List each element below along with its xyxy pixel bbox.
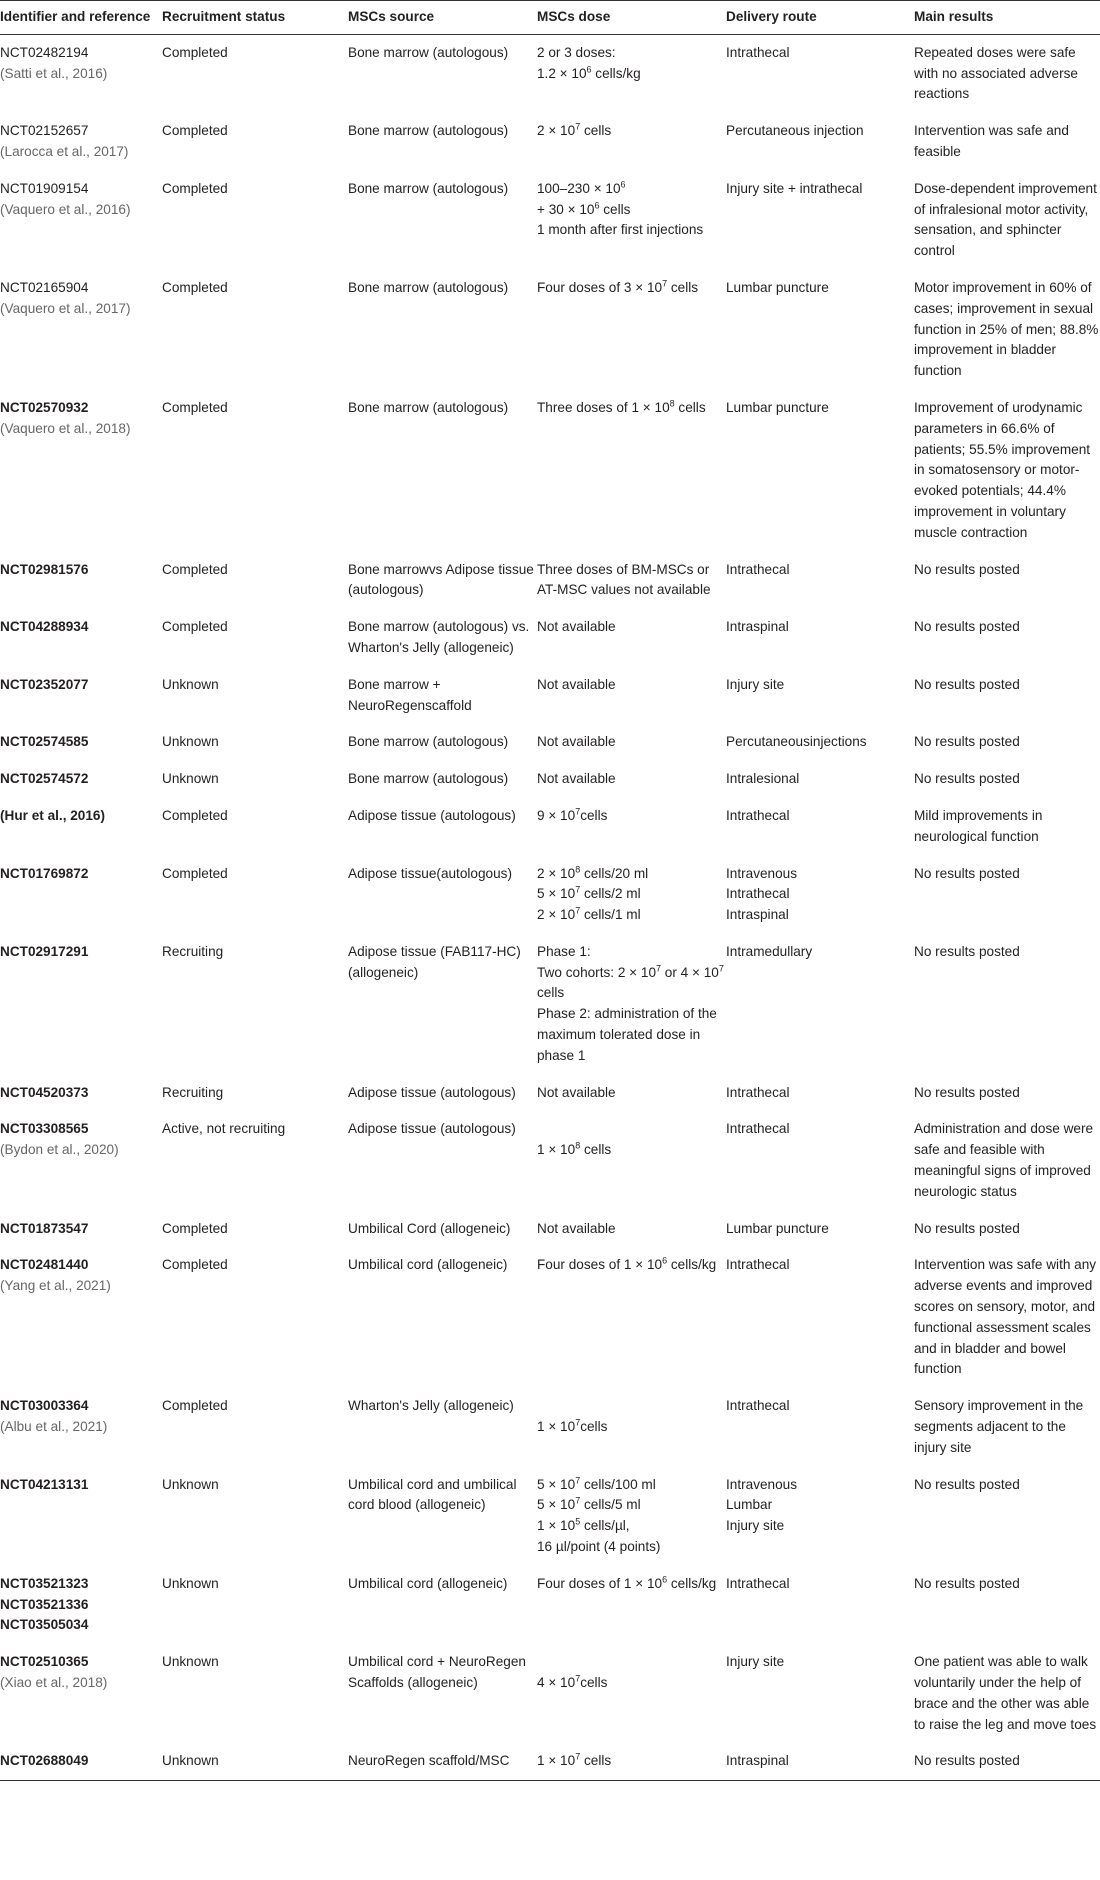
route-line: Intrathecal [726, 1257, 790, 1273]
identifier-cell [0, 1388, 162, 1466]
trial-identifier: NCT02981576 [0, 561, 89, 577]
trial-identifier: NCT02352077 [0, 676, 89, 692]
msc-dose [537, 34, 726, 113]
msc-source: Bone marrow + NeuroRegenscaffold [348, 676, 472, 713]
table-row [0, 171, 1100, 270]
msc-dose [537, 171, 726, 270]
trial-identifier: NCT02510365 [0, 1654, 89, 1670]
dose-line: Four doses of $1 \times 10^6$ cells/kg [537, 1255, 717, 1273]
trial-identifier: NCT03003364 [0, 1398, 89, 1414]
recruitment-status: Active, not recruiting [162, 1121, 286, 1137]
msc-dose [537, 390, 726, 552]
table-row [0, 856, 1100, 934]
identifier-cell [0, 1247, 162, 1388]
msc-dose [537, 856, 726, 934]
delivery-route [726, 1111, 914, 1210]
recruitment-status: Unknown [162, 771, 219, 787]
msc-dose [537, 552, 726, 610]
recruitment-status: Unknown [162, 1654, 219, 1670]
msc-dose [537, 1743, 726, 1780]
route-line: Intrathecal [726, 807, 790, 823]
header-row [0, 1, 1100, 35]
trial-reference: (Xiao et al., 2018) [0, 1675, 108, 1690]
dose-line: $2 \times 10^8$ cells/20 ml [537, 863, 649, 881]
dose-line: $1 \times 10^7cells$ [537, 1417, 608, 1435]
trial-reference: (Vaquero et al., 2018) [0, 420, 131, 436]
trial-reference: (Larocca et al., 2017) [0, 143, 129, 159]
dose-line: Phase 2: administration of the maximum tolerated dose in phase 1 [537, 1006, 717, 1063]
dose-line: 16 µl/point (4 points) [537, 1539, 661, 1555]
recruitment-status: Unknown [162, 1743, 348, 1780]
dose-line: $1 \times 10^7$ cells [537, 1751, 612, 1769]
table-row [0, 1211, 1100, 1248]
delivery-route [726, 1075, 914, 1112]
identifier-cell [0, 1075, 162, 1112]
msc-dose [537, 667, 726, 725]
main-results: Intervention was safe and feasible [914, 123, 1069, 159]
table-row [0, 1111, 1100, 1210]
trial-identifier: NCT03505034 [0, 1617, 89, 1633]
delivery-route [726, 113, 914, 171]
dose-line: $1 \times 10^5$ cells/µl, [537, 1516, 630, 1534]
header-status: Recruitment status [162, 1, 348, 35]
delivery-route [726, 609, 914, 667]
recruitment-status: Completed [162, 44, 228, 60]
identifier-cell [0, 856, 162, 934]
msc-source: Bone marrowvs Adipose tissue (autologous) [348, 561, 534, 598]
trial-identifier: NCT01769872 [0, 865, 89, 881]
msc-dose [537, 1467, 726, 1566]
msc-dose [537, 1111, 726, 1210]
identifier-cell [0, 1566, 162, 1644]
dose-line: $100-230 \times 10^6$ [537, 179, 626, 196]
trial-identifier: NCT03521323 [0, 1575, 89, 1591]
msc-source: Bone marrow (autologous) [348, 123, 509, 139]
main-results: No results posted [914, 865, 1020, 881]
header-identifier: Identifier and reference [0, 1, 162, 35]
msc-source: Bone marrow (autologous) [348, 180, 509, 196]
trial-reference: (Vaquero et al., 2017) [0, 300, 131, 316]
msc-source: Umbilical cord (allogeneic) [348, 1575, 508, 1591]
dose-line: $5 \times 10^7$ cells/5 ml [537, 1495, 641, 1513]
msc-source: Bone marrow (autologous) vs. Wharton's Jelly (allogeneic) [348, 619, 530, 655]
msc-dose [537, 761, 726, 798]
trial-identifier: NCT02570932 [0, 399, 89, 415]
identifier-cell [0, 1211, 162, 1248]
identifier-cell [0, 609, 162, 667]
main-results: No results posted [914, 943, 1020, 959]
table-row [0, 1388, 1100, 1466]
identifier-cell [0, 390, 162, 552]
recruitment-status: Recruiting [162, 943, 224, 959]
identifier-cell [0, 798, 162, 856]
route-line: Intrathecal [726, 44, 790, 60]
dose-line: Four doses of $3 \times 10^7$ cells [537, 278, 699, 295]
table-row [0, 1743, 1100, 1780]
main-results: Improvement of urodynamic parameters in 66.6% of patients; 55.5% improvement in somatosensory or motor-evoked potentials; 44.4% improvement in voluntary muscle contraction [914, 399, 1091, 540]
route-line: Intralesional [726, 771, 800, 787]
trial-identifier: NCT02165904 [0, 279, 89, 295]
recruitment-status: Completed [162, 399, 228, 415]
table-row [0, 1566, 1100, 1644]
identifier-cell [0, 934, 162, 1075]
dose-line [537, 1119, 726, 1140]
identifier-cell [0, 552, 162, 610]
recruitment-status: Completed [162, 865, 228, 881]
main-results: No results posted [914, 734, 1020, 750]
dose-line: $2 \times 10^7$ cells [537, 121, 612, 139]
dose-line: Two cohorts: $2 \times 10^7$ or $4 \times 10^7$ cells [537, 963, 724, 1001]
delivery-route [726, 1566, 914, 1644]
dose-line: 2 or 3 doses: [537, 44, 616, 60]
dose-line: Three doses of $1 \times 10^8$ cells [537, 398, 706, 415]
table-row [0, 1075, 1100, 1112]
route-line: Intrathecal [726, 561, 790, 577]
identifier-cell [0, 1743, 162, 1780]
msc-source: Umbilical cord (allogeneic) [348, 1257, 508, 1273]
main-results: Sensory improvement in the segments adjacent to the injury site [914, 1398, 1084, 1455]
delivery-route [726, 798, 914, 856]
trial-identifier: NCT04213131 [0, 1476, 89, 1492]
delivery-route [726, 34, 914, 113]
delivery-route [726, 1743, 914, 1780]
dose-line: $1 \times 10^8$ cells [537, 1140, 612, 1158]
delivery-route [726, 1211, 914, 1248]
dose-line: Not available [537, 1220, 616, 1236]
delivery-route [726, 1388, 914, 1466]
msc-source: Adipose tissue (autologous) [348, 1084, 516, 1100]
recruitment-status: Completed [162, 1257, 228, 1273]
msc-dose [537, 724, 726, 761]
delivery-route [726, 390, 914, 552]
trial-reference: (Albu et al., 2021) [0, 1419, 108, 1435]
msc-source: NeuroRegen scaffold/MSC [348, 1743, 537, 1780]
identifier-cell [0, 171, 162, 270]
recruitment-status: Unknown [162, 734, 219, 750]
trial-identifier: NCT02574585 [0, 734, 89, 750]
route-line: Percutaneousinjections [726, 734, 867, 750]
delivery-route [726, 1467, 914, 1566]
route-line: Injury site [726, 676, 785, 692]
msc-dose [537, 1644, 726, 1743]
route-line: Injury site + intrathecal [726, 180, 863, 196]
table-row [0, 761, 1100, 798]
table-row [0, 934, 1100, 1075]
msc-source: Wharton's Jelly (allogeneic) [348, 1398, 514, 1414]
dose-line: + $30 \times 10^6$ cells [537, 200, 631, 217]
main-results: No results posted [914, 771, 1020, 787]
header-dose: MSCs dose [537, 1, 726, 35]
delivery-route [726, 934, 914, 1075]
delivery-route [726, 856, 914, 934]
table-row [0, 34, 1100, 113]
table-row [0, 798, 1100, 856]
msc-source: Bone marrow (autologous) [348, 399, 509, 415]
main-results: No results posted [914, 619, 1020, 635]
main-results: Dose-dependent improvement of infralesional motor activity, sensation, and sphincter control [914, 180, 1097, 259]
header-route: Delivery route [726, 1, 914, 35]
dose-line [537, 1396, 726, 1417]
route-line: Intraspinal [726, 1753, 789, 1769]
recruitment-status: Completed [162, 180, 228, 196]
msc-source: Bone marrow (autologous) [348, 44, 509, 60]
dose-line: $2 \times 10^7$ cells/1 ml [537, 905, 641, 923]
route-line: Intrathecal [726, 886, 790, 902]
msc-dose [537, 1388, 726, 1466]
msc-source: Umbilical cord + NeuroRegen Scaffolds (allogeneic) [348, 1654, 526, 1690]
main-results: Motor improvement in 60% of cases; improvement in sexual function in 25% of men; 88.8% improvement in bladder function [914, 279, 1099, 379]
dose-line: Not available [537, 676, 616, 692]
route-line: Intrathecal [726, 1398, 790, 1414]
main-results: No results posted [914, 1575, 1020, 1591]
recruitment-status: Completed [162, 1220, 228, 1236]
route-line: Lumbar puncture [726, 279, 829, 295]
table-row [0, 609, 1100, 667]
table-row [0, 724, 1100, 761]
dose-line: $1.2 \times 10^6$ cells/kg [537, 64, 641, 81]
recruitment-status: Completed [162, 561, 228, 577]
route-line: Lumbar [726, 1497, 773, 1513]
dose-line [537, 1652, 726, 1673]
recruitment-status: Completed [162, 123, 228, 139]
route-line: Intravenous [726, 1476, 798, 1492]
trial-identifier: (Hur et al., 2016) [0, 807, 106, 823]
route-line: Intraspinal [726, 619, 789, 635]
delivery-route [726, 667, 914, 725]
trial-reference: (Bydon et al., 2020) [0, 1142, 119, 1158]
header-results: Main results [914, 1, 1100, 35]
delivery-route [726, 761, 914, 798]
identifier-cell [0, 761, 162, 798]
trial-identifier: NCT02574572 [0, 771, 89, 787]
main-results: Mild improvements in neurological function [914, 807, 1043, 844]
table-row [0, 1644, 1100, 1743]
trial-identifier: NCT02482194 [0, 44, 89, 60]
msc-dose [537, 934, 726, 1075]
msc-dose [537, 1075, 726, 1112]
route-line: Percutaneous injection [726, 123, 864, 139]
msc-dose [537, 1566, 726, 1644]
route-line: Lumbar puncture [726, 399, 829, 415]
main-results: Intervention was safe with any adverse events and improved scores on sensory, motor, and functional assessment scales and in bladder and bowel function [914, 1257, 1097, 1377]
main-results: Administration and dose were safe and feasible with meaningful signs of improved neurologic status [914, 1121, 1094, 1199]
route-line: Intrathecal [726, 1121, 790, 1137]
route-line: Injury site [726, 1654, 785, 1670]
msc-source: Bone marrow (autologous) [348, 771, 509, 787]
trial-identifier: NCT03521336 [0, 1596, 89, 1612]
identifier-cell [0, 667, 162, 725]
header-source: MSCs source [348, 1, 537, 35]
recruitment-status: Completed [162, 807, 228, 823]
main-results: No results posted [914, 676, 1020, 692]
trial-identifier: NCT01909154 [0, 180, 89, 196]
route-line: Intraspinal [726, 907, 789, 923]
msc-source: Bone marrow (autologous) [348, 279, 509, 295]
main-results: Repeated doses were safe with no associated adverse reactions [914, 44, 1078, 102]
recruitment-status: Completed [162, 619, 228, 635]
msc-source: Adipose tissue(autologous) [348, 865, 512, 881]
trial-identifier: NCT04520373 [0, 1084, 89, 1100]
trial-reference: (Yang et al., 2021) [0, 1278, 111, 1294]
table-row [0, 270, 1100, 390]
trial-reference: (Vaquero et al., 2016) [0, 201, 131, 217]
dose-line: $9 \times 10^7cells$ [537, 806, 608, 823]
main-results: No results posted [914, 1743, 1100, 1780]
dose-line: Not available [537, 619, 616, 635]
msc-dose [537, 1247, 726, 1388]
delivery-route [726, 1644, 914, 1743]
table-row [0, 1247, 1100, 1388]
table-row [0, 1467, 1100, 1566]
route-line: Injury site [726, 1518, 785, 1534]
identifier-cell [0, 1644, 162, 1743]
route-line: Intrathecal [726, 1084, 790, 1100]
identifier-cell [0, 113, 162, 171]
delivery-route [726, 171, 914, 270]
msc-dose [537, 113, 726, 171]
msc-dose [537, 1211, 726, 1248]
msc-source: Umbilical Cord (allogeneic) [348, 1220, 511, 1236]
table-row [0, 113, 1100, 171]
recruitment-status: Unknown [162, 1476, 219, 1492]
msc-source: Bone marrow (autologous) [348, 734, 509, 750]
delivery-route [726, 552, 914, 610]
msc-dose [537, 798, 726, 856]
identifier-cell [0, 1467, 162, 1566]
msc-source: Adipose tissue (autologous) [348, 807, 516, 823]
dose-line: Not available [537, 1084, 616, 1100]
dose-line: $4 \times 10^7cells$ [537, 1673, 608, 1690]
route-line: Intrathecal [726, 1575, 790, 1591]
route-line: Intramedullary [726, 943, 813, 959]
table-row [0, 667, 1100, 725]
trial-identifier: NCT02481440 [0, 1257, 89, 1273]
recruitment-status: Unknown [162, 676, 219, 692]
recruitment-status: Completed [162, 279, 228, 295]
identifier-cell [0, 1111, 162, 1210]
table-row [0, 552, 1100, 610]
recruitment-status: Unknown [162, 1575, 219, 1591]
dose-line: 1 month after first injections [537, 222, 704, 238]
msc-dose [537, 609, 726, 667]
main-results: No results posted [914, 1220, 1020, 1236]
trial-identifier: NCT01873547 [0, 1220, 89, 1236]
route-line: Lumbar puncture [726, 1220, 829, 1236]
delivery-route [726, 724, 914, 761]
dose-line: $5 \times 10^7$ cells/2 ml [537, 884, 641, 902]
identifier-cell [0, 34, 162, 113]
dose-line: Not available [537, 734, 616, 750]
main-results: No results posted [914, 561, 1020, 577]
dose-line: Not available [537, 771, 616, 787]
recruitment-status: Completed [162, 1398, 228, 1414]
trial-reference: (Satti et al., 2016) [0, 65, 108, 81]
dose-line: Three doses of BM-MSCs or AT-MSC values not available [537, 561, 711, 598]
dose-line: Four doses of $1 \times 10^6$ cells/kg [537, 1574, 717, 1591]
msc-dose [537, 270, 726, 390]
dose-line: $5 \times 10^7$ cells/100 ml [537, 1475, 656, 1492]
identifier-cell [0, 724, 162, 761]
main-results: No results posted [914, 1084, 1020, 1100]
trial-identifier: NCT02917291 [0, 943, 89, 959]
trial-identifier: NCT04288934 [0, 619, 89, 635]
route-line: Intravenous [726, 865, 798, 881]
recruitment-status: Recruiting [162, 1084, 224, 1100]
delivery-route [726, 1247, 914, 1388]
msc-source: Adipose tissue (FAB117-HC)(allogeneic) [348, 943, 521, 980]
trial-identifier: NCT02152657 [0, 123, 89, 139]
table-row [0, 390, 1100, 552]
main-results: No results posted [914, 1476, 1020, 1492]
identifier-cell [0, 270, 162, 390]
msc-source: Adipose tissue (autologous) [348, 1121, 516, 1137]
trial-identifier: NCT03308565 [0, 1121, 89, 1137]
msc-source: Umbilical cord and umbilical cord blood (allogeneic) [348, 1476, 517, 1513]
delivery-route [726, 270, 914, 390]
main-results: One patient was able to walk voluntarily under the help of brace and the other was able to raise the leg and move toes [914, 1654, 1097, 1732]
trial-identifier: NCT02688049 [0, 1753, 89, 1769]
dose-line: Phase 1: [537, 943, 591, 959]
